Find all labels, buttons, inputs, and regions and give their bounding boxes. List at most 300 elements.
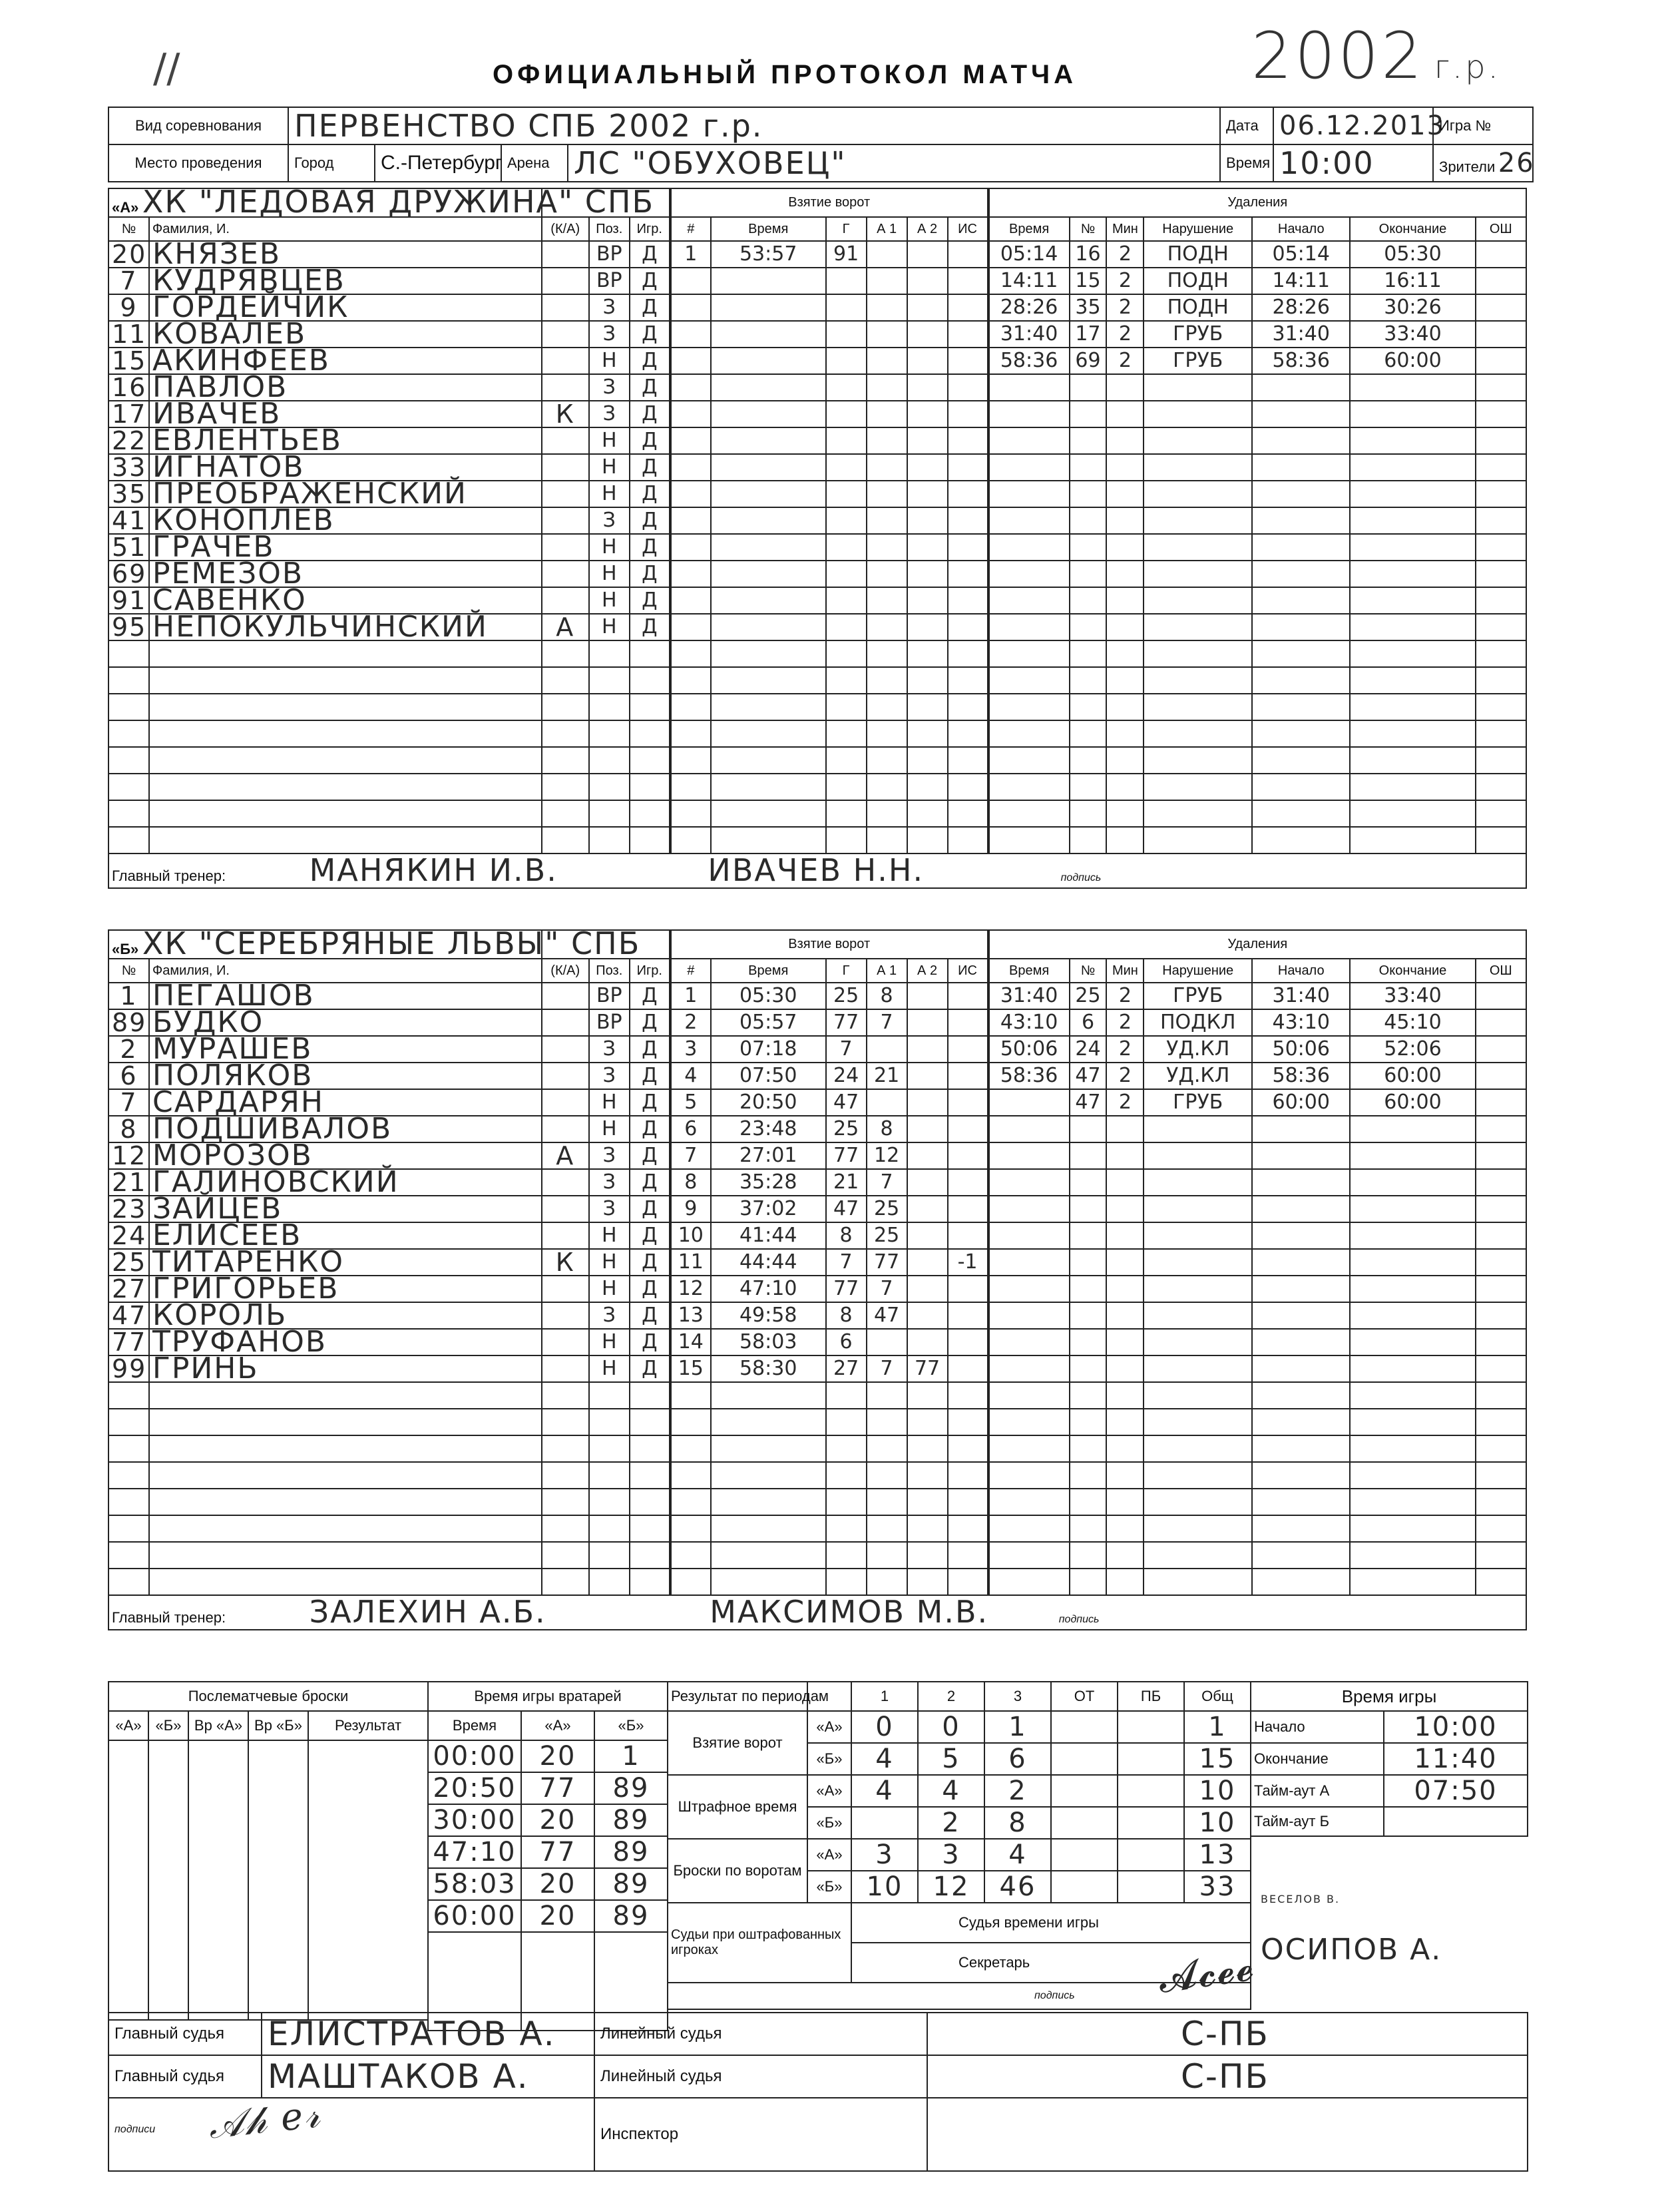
period-value[interactable]: 8: [984, 1807, 1051, 1839]
goalie-b[interactable]: 89: [594, 1836, 668, 1868]
penalty-time[interactable]: [988, 1249, 1070, 1276]
penalty-start[interactable]: [1252, 427, 1350, 454]
goal-number[interactable]: 14: [670, 1329, 711, 1355]
penalty-infraction[interactable]: [1144, 827, 1252, 854]
player-number[interactable]: 27: [108, 1276, 149, 1302]
player-played[interactable]: Д: [630, 348, 670, 374]
player-number[interactable]: 7: [108, 1089, 149, 1116]
penalty-player[interactable]: 25: [1070, 983, 1107, 1009]
penalty-osh[interactable]: [1476, 241, 1526, 268]
penalty-osh[interactable]: [1476, 614, 1526, 640]
goal-time[interactable]: [711, 534, 826, 561]
goal-assist-2[interactable]: [907, 241, 948, 268]
goal-scorer[interactable]: [826, 1489, 867, 1515]
player-name[interactable]: КОВАЛЕВ: [149, 321, 542, 348]
period-value[interactable]: 12: [918, 1871, 984, 1903]
player-number[interactable]: [108, 1489, 149, 1515]
penalty-player[interactable]: [1070, 1116, 1107, 1142]
penalty-time[interactable]: [988, 374, 1070, 401]
penalty-start[interactable]: 60:00: [1252, 1089, 1350, 1116]
penalty-minutes[interactable]: [1106, 401, 1144, 427]
goal-number[interactable]: [670, 507, 711, 534]
goal-scorer[interactable]: 25: [826, 1116, 867, 1142]
player-ka[interactable]: [542, 427, 589, 454]
main-ref-1[interactable]: ЕЛИСТРАТОВ А.: [262, 2013, 594, 2055]
goal-time[interactable]: 23:48: [711, 1116, 826, 1142]
penalty-start[interactable]: [1252, 1515, 1350, 1542]
goalie-a[interactable]: 77: [521, 1772, 594, 1804]
penalty-osh[interactable]: [1476, 1063, 1526, 1089]
penalty-minutes[interactable]: [1106, 1355, 1144, 1382]
penalty-osh[interactable]: [1476, 774, 1526, 800]
goal-time[interactable]: 07:18: [711, 1036, 826, 1063]
goal-scorer[interactable]: [826, 427, 867, 454]
penalty-time[interactable]: [988, 1515, 1070, 1542]
player-name[interactable]: КОНОПЛЕВ: [149, 507, 542, 534]
penalty-minutes[interactable]: [1106, 1489, 1144, 1515]
player-number[interactable]: 21: [108, 1169, 149, 1196]
penalty-osh[interactable]: [1476, 720, 1526, 747]
player-ka[interactable]: К: [542, 401, 589, 427]
penalty-osh[interactable]: [1476, 1382, 1526, 1409]
player-position[interactable]: Н: [589, 534, 630, 561]
goal-is[interactable]: [948, 1196, 988, 1222]
period-value[interactable]: [851, 1807, 918, 1839]
penalty-time[interactable]: [988, 1542, 1070, 1569]
penalty-infraction[interactable]: [1144, 1489, 1252, 1515]
player-name[interactable]: КНЯЗЕВ: [149, 241, 542, 268]
goal-assist-2[interactable]: [907, 747, 948, 774]
goal-number[interactable]: [670, 401, 711, 427]
penalty-infraction[interactable]: [1144, 1382, 1252, 1409]
goal-assist-2[interactable]: [907, 1169, 948, 1196]
goal-is[interactable]: [948, 1276, 988, 1302]
penalty-osh[interactable]: [1476, 1036, 1526, 1063]
player-position[interactable]: [589, 1409, 630, 1435]
player-ka[interactable]: [542, 640, 589, 667]
goal-assist-2[interactable]: [907, 401, 948, 427]
player-ka[interactable]: [542, 348, 589, 374]
penalty-osh[interactable]: [1476, 454, 1526, 481]
penalty-infraction[interactable]: [1144, 1542, 1252, 1569]
penalty-time[interactable]: [988, 427, 1070, 454]
penalty-infraction[interactable]: [1144, 427, 1252, 454]
penalty-player[interactable]: [1070, 481, 1107, 507]
penalty-minutes[interactable]: [1106, 800, 1144, 827]
player-number[interactable]: 8: [108, 1116, 149, 1142]
penalty-player[interactable]: [1070, 694, 1107, 720]
player-ka[interactable]: А: [542, 1142, 589, 1169]
player-played[interactable]: Д: [630, 401, 670, 427]
goal-assist-2[interactable]: [907, 1542, 948, 1569]
penalty-player[interactable]: [1070, 1169, 1107, 1196]
goal-assist-2[interactable]: [907, 1462, 948, 1489]
goal-number[interactable]: 15: [670, 1355, 711, 1382]
period-value[interactable]: 0: [851, 1711, 918, 1743]
player-number[interactable]: [108, 774, 149, 800]
goalie-time[interactable]: 20:50: [428, 1772, 521, 1804]
player-position[interactable]: [589, 827, 630, 854]
player-name[interactable]: [149, 1435, 542, 1462]
goal-time[interactable]: 58:03: [711, 1329, 826, 1355]
player-number[interactable]: 9: [108, 294, 149, 321]
goal-assist-1[interactable]: [867, 401, 907, 427]
goal-scorer[interactable]: [826, 321, 867, 348]
goal-assist-2[interactable]: [907, 507, 948, 534]
penalty-player[interactable]: [1070, 614, 1107, 640]
player-played[interactable]: Д: [630, 1169, 670, 1196]
penalty-minutes[interactable]: [1106, 454, 1144, 481]
goal-assist-2[interactable]: [907, 587, 948, 614]
player-ka[interactable]: [542, 1063, 589, 1089]
goal-is[interactable]: [948, 401, 988, 427]
player-played[interactable]: Д: [630, 1355, 670, 1382]
player-ka[interactable]: [542, 1382, 589, 1409]
goal-is[interactable]: [948, 481, 988, 507]
penalty-time[interactable]: [988, 561, 1070, 587]
player-position[interactable]: Н: [589, 1089, 630, 1116]
penalty-time[interactable]: [988, 1222, 1070, 1249]
player-ka[interactable]: [542, 534, 589, 561]
penalty-minutes[interactable]: [1106, 1382, 1144, 1409]
goal-number[interactable]: 13: [670, 1302, 711, 1329]
player-number[interactable]: [108, 1542, 149, 1569]
penalty-player[interactable]: [1070, 1569, 1107, 1595]
period-value[interactable]: 4: [851, 1775, 918, 1807]
player-number[interactable]: [108, 694, 149, 720]
goal-time[interactable]: 47:10: [711, 1276, 826, 1302]
player-position[interactable]: [589, 694, 630, 720]
player-name[interactable]: [149, 1462, 542, 1489]
goal-number[interactable]: [670, 374, 711, 401]
goal-number[interactable]: 11: [670, 1249, 711, 1276]
goal-assist-1[interactable]: [867, 454, 907, 481]
penalty-osh[interactable]: [1476, 1249, 1526, 1276]
player-position[interactable]: [589, 1382, 630, 1409]
goal-time[interactable]: [711, 640, 826, 667]
penalty-minutes[interactable]: [1106, 1409, 1144, 1435]
penalty-start[interactable]: [1252, 827, 1350, 854]
penalty-infraction[interactable]: ПОДН: [1144, 241, 1252, 268]
player-ka[interactable]: [542, 1329, 589, 1355]
goal-time[interactable]: [711, 427, 826, 454]
goal-assist-1[interactable]: [867, 241, 907, 268]
goal-scorer[interactable]: 7: [826, 1249, 867, 1276]
goal-assist-1[interactable]: [867, 1489, 907, 1515]
penalty-minutes[interactable]: 2: [1106, 1036, 1144, 1063]
game-start-value[interactable]: 10:00: [1384, 1711, 1528, 1743]
penalty-start[interactable]: [1252, 1116, 1350, 1142]
penalty-time[interactable]: 31:40: [988, 983, 1070, 1009]
player-ka[interactable]: [542, 694, 589, 720]
player-played[interactable]: [630, 694, 670, 720]
penalty-infraction[interactable]: [1144, 694, 1252, 720]
penalty-end[interactable]: [1350, 747, 1475, 774]
penalty-end[interactable]: [1350, 1169, 1475, 1196]
inspector-value[interactable]: [927, 2098, 1528, 2171]
penalty-time[interactable]: [988, 1116, 1070, 1142]
player-name[interactable]: [149, 827, 542, 854]
goal-assist-1[interactable]: 21: [867, 1063, 907, 1089]
player-ka[interactable]: [542, 561, 589, 587]
player-position[interactable]: [589, 720, 630, 747]
penalty-osh[interactable]: [1476, 1009, 1526, 1036]
goal-assist-2[interactable]: [907, 1435, 948, 1462]
goalie-b[interactable]: 89: [594, 1868, 668, 1900]
player-number[interactable]: [108, 800, 149, 827]
goal-number[interactable]: [670, 640, 711, 667]
goal-assist-2[interactable]: [907, 1142, 948, 1169]
penalty-infraction[interactable]: ПОДКЛ: [1144, 1009, 1252, 1036]
penalty-player[interactable]: 47: [1070, 1063, 1107, 1089]
player-position[interactable]: З: [589, 294, 630, 321]
penalty-player[interactable]: [1070, 534, 1107, 561]
goal-scorer[interactable]: [826, 1462, 867, 1489]
penalty-end[interactable]: [1350, 827, 1475, 854]
goal-assist-1[interactable]: [867, 800, 907, 827]
penalty-start[interactable]: [1252, 614, 1350, 640]
penalty-osh[interactable]: [1476, 587, 1526, 614]
player-ka[interactable]: [542, 374, 589, 401]
penalty-time[interactable]: [988, 481, 1070, 507]
goal-scorer[interactable]: [826, 401, 867, 427]
goal-scorer[interactable]: [826, 507, 867, 534]
time-value[interactable]: 10:00: [1273, 144, 1433, 182]
period-value[interactable]: [1118, 1775, 1184, 1807]
penalty-start[interactable]: [1252, 507, 1350, 534]
penalty-player[interactable]: [1070, 640, 1107, 667]
goal-time[interactable]: [711, 1382, 826, 1409]
penalty-start[interactable]: [1252, 694, 1350, 720]
goal-is[interactable]: [948, 374, 988, 401]
player-ka[interactable]: [542, 747, 589, 774]
goal-assist-2[interactable]: [907, 800, 948, 827]
period-value[interactable]: [1051, 1871, 1118, 1903]
penalty-osh[interactable]: [1476, 1489, 1526, 1515]
player-number[interactable]: 23: [108, 1196, 149, 1222]
player-name[interactable]: МУРАШЕВ: [149, 1036, 542, 1063]
penalty-time[interactable]: [988, 694, 1070, 720]
penalty-start[interactable]: [1252, 720, 1350, 747]
penalty-osh[interactable]: [1476, 534, 1526, 561]
period-value[interactable]: 5: [918, 1743, 984, 1775]
penalty-time[interactable]: [988, 1302, 1070, 1329]
goal-assist-1[interactable]: 8: [867, 1116, 907, 1142]
goal-number[interactable]: [670, 1462, 711, 1489]
player-number[interactable]: 12: [108, 1142, 149, 1169]
goal-time[interactable]: [711, 561, 826, 587]
penalty-minutes[interactable]: 2: [1106, 1089, 1144, 1116]
penalty-start[interactable]: [1252, 800, 1350, 827]
player-number[interactable]: [108, 827, 149, 854]
penalty-start[interactable]: 05:14: [1252, 241, 1350, 268]
goal-scorer[interactable]: 24: [826, 1063, 867, 1089]
goal-assist-1[interactable]: [867, 1036, 907, 1063]
player-position[interactable]: [589, 667, 630, 694]
penalty-infraction[interactable]: [1144, 614, 1252, 640]
goal-assist-1[interactable]: [867, 481, 907, 507]
penalty-minutes[interactable]: [1106, 587, 1144, 614]
player-number[interactable]: 7: [108, 268, 149, 294]
goal-assist-1[interactable]: [867, 507, 907, 534]
period-value[interactable]: 10: [1184, 1807, 1251, 1839]
player-position[interactable]: Н: [589, 561, 630, 587]
city-value[interactable]: С.-Петербург: [375, 144, 501, 182]
goal-number[interactable]: 1: [670, 241, 711, 268]
player-played[interactable]: Д: [630, 1009, 670, 1036]
penalty-osh[interactable]: [1476, 1196, 1526, 1222]
goal-scorer[interactable]: [826, 348, 867, 374]
goal-assist-1[interactable]: [867, 640, 907, 667]
period-value[interactable]: 3: [918, 1839, 984, 1871]
penalty-minutes[interactable]: 2: [1106, 1009, 1144, 1036]
goal-assist-2[interactable]: [907, 983, 948, 1009]
player-name[interactable]: ИГНАТОВ: [149, 454, 542, 481]
penalty-player[interactable]: 16: [1070, 241, 1107, 268]
penalty-time[interactable]: [988, 1569, 1070, 1595]
penalty-infraction[interactable]: [1144, 1515, 1252, 1542]
penalty-time[interactable]: [988, 1142, 1070, 1169]
player-position[interactable]: Н: [589, 1329, 630, 1355]
player-played[interactable]: [630, 827, 670, 854]
penalty-time[interactable]: 58:36: [988, 348, 1070, 374]
player-name[interactable]: [149, 1542, 542, 1569]
goal-time[interactable]: 20:50: [711, 1089, 826, 1116]
goal-time[interactable]: 53:57: [711, 241, 826, 268]
goal-scorer[interactable]: 21: [826, 1169, 867, 1196]
penalty-minutes[interactable]: 2: [1106, 321, 1144, 348]
penalty-end[interactable]: [1350, 454, 1475, 481]
player-played[interactable]: Д: [630, 481, 670, 507]
player-position[interactable]: [589, 800, 630, 827]
player-number[interactable]: [108, 667, 149, 694]
player-ka[interactable]: [542, 1355, 589, 1382]
goal-is[interactable]: [948, 640, 988, 667]
penalty-infraction[interactable]: УД.КЛ: [1144, 1063, 1252, 1089]
penalty-time[interactable]: [988, 1409, 1070, 1435]
penalty-end[interactable]: 45:10: [1350, 1009, 1475, 1036]
player-ka[interactable]: [542, 1462, 589, 1489]
penalty-minutes[interactable]: [1106, 1142, 1144, 1169]
goalie-b[interactable]: 89: [594, 1772, 668, 1804]
penalty-minutes[interactable]: [1106, 1196, 1144, 1222]
penalty-infraction[interactable]: [1144, 720, 1252, 747]
penalty-osh[interactable]: [1476, 983, 1526, 1009]
player-played[interactable]: Д: [630, 1036, 670, 1063]
player-played[interactable]: Д: [630, 427, 670, 454]
penalty-minutes[interactable]: [1106, 374, 1144, 401]
goal-assist-1[interactable]: [867, 1462, 907, 1489]
penalty-player[interactable]: [1070, 800, 1107, 827]
player-ka[interactable]: [542, 454, 589, 481]
penalty-end[interactable]: [1350, 507, 1475, 534]
goal-is[interactable]: [948, 1329, 988, 1355]
player-name[interactable]: КУДРЯВЦЕВ: [149, 268, 542, 294]
goal-is[interactable]: [948, 774, 988, 800]
player-name[interactable]: ПЕГАШОВ: [149, 983, 542, 1009]
goal-scorer[interactable]: [826, 1409, 867, 1435]
player-ka[interactable]: А: [542, 614, 589, 640]
player-position[interactable]: З: [589, 1036, 630, 1063]
player-ka[interactable]: [542, 1009, 589, 1036]
player-name[interactable]: [149, 774, 542, 800]
player-position[interactable]: Н: [589, 1276, 630, 1302]
goal-number[interactable]: [670, 747, 711, 774]
goal-is[interactable]: [948, 561, 988, 587]
penalty-infraction[interactable]: ПОДН: [1144, 294, 1252, 321]
goalie-time[interactable]: 30:00: [428, 1804, 521, 1836]
penalty-player[interactable]: [1070, 1249, 1107, 1276]
goal-time[interactable]: 49:58: [711, 1302, 826, 1329]
goalie-a[interactable]: 20: [521, 1868, 594, 1900]
penalty-minutes[interactable]: [1106, 747, 1144, 774]
penalty-start[interactable]: [1252, 747, 1350, 774]
period-value[interactable]: 46: [984, 1871, 1051, 1903]
penalty-end[interactable]: [1350, 774, 1475, 800]
goal-assist-1[interactable]: [867, 614, 907, 640]
penalty-time[interactable]: 43:10: [988, 1009, 1070, 1036]
period-value[interactable]: [1118, 1743, 1184, 1775]
goal-assist-2[interactable]: [907, 1409, 948, 1435]
penalty-end[interactable]: [1350, 800, 1475, 827]
player-played[interactable]: Д: [630, 1142, 670, 1169]
penalty-start[interactable]: [1252, 640, 1350, 667]
goal-assist-2[interactable]: [907, 454, 948, 481]
player-played[interactable]: [630, 1435, 670, 1462]
goal-assist-2[interactable]: [907, 1036, 948, 1063]
player-number[interactable]: 35: [108, 481, 149, 507]
goal-is[interactable]: [948, 1063, 988, 1089]
penalty-time[interactable]: 50:06: [988, 1036, 1070, 1063]
goal-is[interactable]: [948, 321, 988, 348]
penalty-osh[interactable]: [1476, 1515, 1526, 1542]
player-played[interactable]: Д: [630, 1116, 670, 1142]
goal-number[interactable]: [670, 1569, 711, 1595]
goal-assist-1[interactable]: [867, 587, 907, 614]
penalty-infraction[interactable]: [1144, 1222, 1252, 1249]
goal-is[interactable]: [948, 294, 988, 321]
penalty-player[interactable]: [1070, 587, 1107, 614]
goal-number[interactable]: 5: [670, 1089, 711, 1116]
period-value[interactable]: 6: [984, 1743, 1051, 1775]
penalty-osh[interactable]: [1476, 1089, 1526, 1116]
penalty-start[interactable]: [1252, 667, 1350, 694]
penalty-infraction[interactable]: [1144, 1196, 1252, 1222]
goal-assist-2[interactable]: [907, 1329, 948, 1355]
penalty-end[interactable]: 33:40: [1350, 321, 1475, 348]
penalty-time[interactable]: 14:11: [988, 268, 1070, 294]
penalty-start[interactable]: [1252, 587, 1350, 614]
goal-assist-2[interactable]: [907, 774, 948, 800]
goal-is[interactable]: [948, 614, 988, 640]
timeout-a-value[interactable]: 07:50: [1384, 1775, 1528, 1807]
penalty-end[interactable]: [1350, 1276, 1475, 1302]
penalty-infraction[interactable]: [1144, 1116, 1252, 1142]
penalty-infraction[interactable]: [1144, 1409, 1252, 1435]
player-position[interactable]: ВР: [589, 1009, 630, 1036]
player-position[interactable]: [589, 747, 630, 774]
goal-assist-2[interactable]: [907, 614, 948, 640]
penalty-osh[interactable]: [1476, 1142, 1526, 1169]
goal-scorer[interactable]: [826, 667, 867, 694]
penalty-start[interactable]: [1252, 481, 1350, 507]
goal-scorer[interactable]: [826, 827, 867, 854]
period-value[interactable]: 1: [984, 1711, 1051, 1743]
goal-number[interactable]: 8: [670, 1169, 711, 1196]
player-position[interactable]: Н: [589, 427, 630, 454]
goalie-a[interactable]: 20: [521, 1804, 594, 1836]
penalty-start[interactable]: [1252, 374, 1350, 401]
